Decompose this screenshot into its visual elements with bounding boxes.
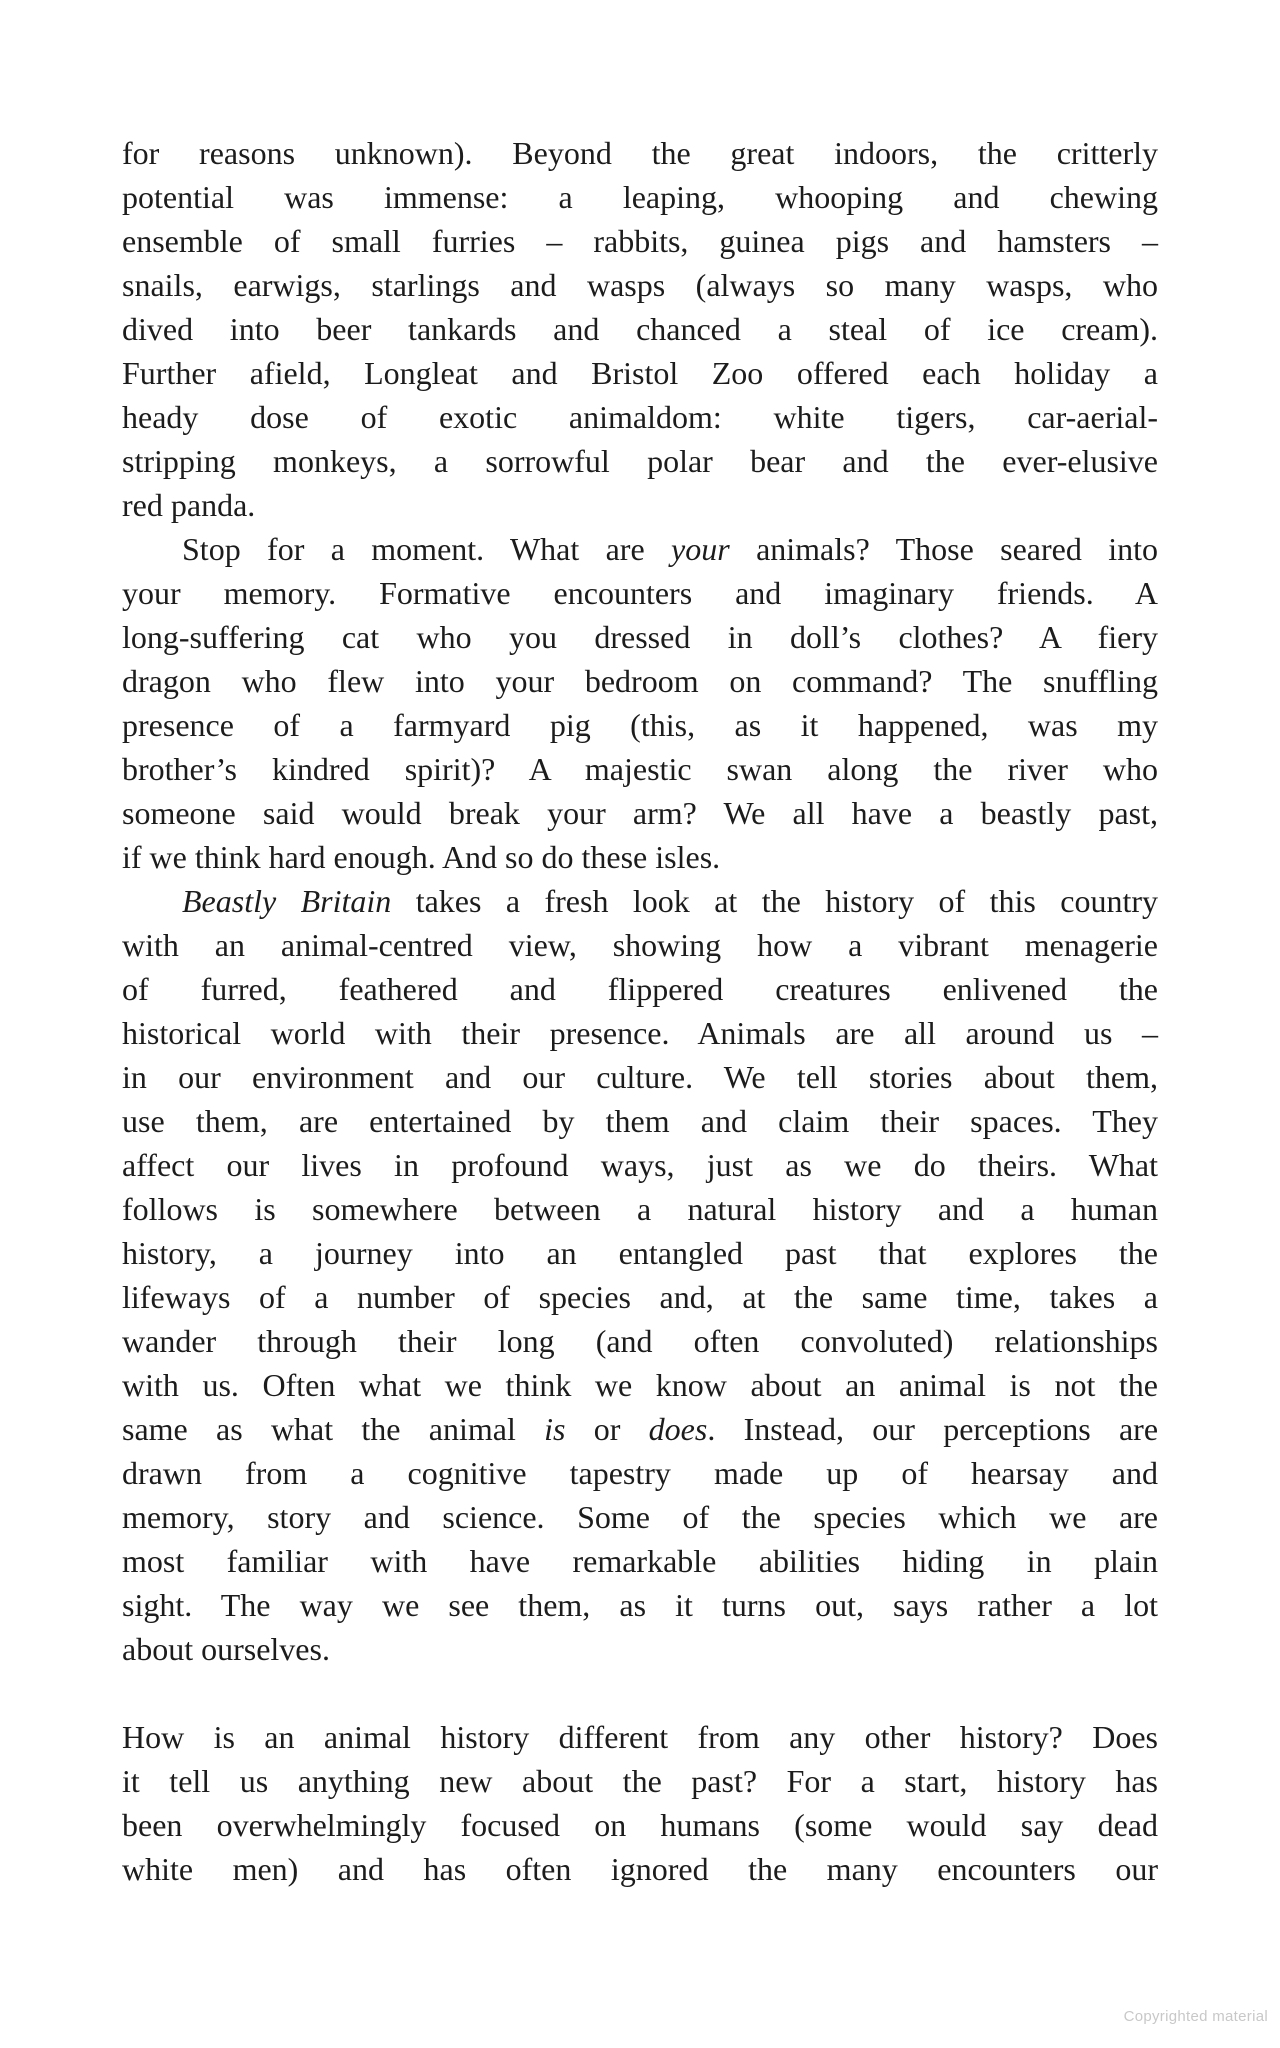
body-text: long-suffering cat who you dressed in doll’s clothes? A fiery <box>122 619 1158 655</box>
text-line <box>122 1099 1158 1143</box>
copyright-watermark: Copyrighted material <box>1123 2008 1268 2025</box>
body-text: How is an animal history different from any other history? Does <box>122 1719 1158 1755</box>
body-text: for reasons unknown). Beyond the great indoors, the critterly <box>122 135 1158 171</box>
paragraph <box>122 131 1158 527</box>
italic-text: Beastly Britain <box>182 883 392 919</box>
body-text: historical world with their presence. Animals are all around us – <box>122 1015 1158 1051</box>
body-text: red panda. <box>122 487 256 523</box>
text-line <box>122 791 1158 835</box>
text-line <box>122 307 1158 351</box>
text-line <box>122 1627 1158 1671</box>
body-text: ensemble of small furries – rabbits, guinea pigs and hamsters – <box>122 223 1158 259</box>
text-line <box>122 1187 1158 1231</box>
text-line <box>122 1539 1158 1583</box>
body-text: same as what the animal <box>122 1411 545 1447</box>
text-line <box>122 263 1158 307</box>
body-text: follows is somewhere between a natural history and a human <box>122 1191 1158 1227</box>
text-line <box>122 1407 1158 1451</box>
text-line <box>122 1275 1158 1319</box>
body-text: drawn from a cognitive tapestry made up of hearsay and <box>122 1455 1158 1491</box>
body-text: presence of a farmyard pig (this, as it happened, was my <box>122 707 1158 743</box>
paragraph <box>122 527 1158 879</box>
body-text: takes a fresh look at the history of this country <box>391 883 1159 919</box>
body-text: sight. The way we see them, as it turns out, says rather a lot <box>122 1587 1158 1623</box>
body-text: been overwhelmingly focused on humans (some would say dead <box>122 1807 1158 1843</box>
body-text: stripping monkeys, a sorrowful polar bear and the ever-elusive <box>122 443 1158 479</box>
text-line <box>122 483 1158 527</box>
body-text: Stop for a moment. What are <box>182 531 672 567</box>
body-text: history, a journey into an entangled past that explores the <box>122 1235 1158 1271</box>
text-line <box>122 1715 1158 1759</box>
text-line <box>122 1759 1158 1803</box>
italic-text: does <box>648 1411 708 1447</box>
body-text: animals? Those seared into <box>729 531 1159 567</box>
text-line <box>122 923 1158 967</box>
text-line <box>122 395 1158 439</box>
text-line <box>122 1451 1158 1495</box>
body-text: with us. Often what we think we know about an animal is not the <box>122 1367 1158 1403</box>
text-line <box>122 1847 1158 1891</box>
body-text: . Instead, our perceptions are <box>707 1411 1159 1447</box>
text-line <box>122 835 1158 879</box>
text-line <box>122 219 1158 263</box>
body-text: white men) and has often ignored the many encounters our <box>122 1851 1158 1887</box>
body-text: brother’s kindred spirit)? A majestic swan along the river who <box>122 751 1158 787</box>
body-text: of furred, feathered and flippered creatures enlivened the <box>122 971 1158 1007</box>
text-line <box>122 439 1158 483</box>
text-line <box>122 351 1158 395</box>
text-line <box>122 1363 1158 1407</box>
body-text: dragon who flew into your bedroom on command? The snuffling <box>122 663 1158 699</box>
text-line <box>122 879 1158 923</box>
body-text: heady dose of exotic animaldom: white tigers, car-aerial- <box>122 399 1158 435</box>
body-text: memory, story and science. Some of the species which we are <box>122 1499 1158 1535</box>
body-text: your memory. Formative encounters and imaginary friends. A <box>122 575 1158 611</box>
text-line <box>122 1319 1158 1363</box>
body-text: snails, earwigs, starlings and wasps (always so many wasps, who <box>122 267 1158 303</box>
text-line <box>122 1011 1158 1055</box>
text-line <box>122 659 1158 703</box>
body-text: use them, are entertained by them and claim their spaces. They <box>122 1103 1158 1139</box>
text-line <box>122 1055 1158 1099</box>
text-line <box>122 1495 1158 1539</box>
paragraph <box>122 879 1158 1671</box>
text-line <box>122 615 1158 659</box>
body-text: it tell us anything new about the past? For a start, history has <box>122 1763 1158 1799</box>
body-text: if we think hard enough. And so do these isles. <box>122 839 721 875</box>
body-text: dived into beer tankards and chanced a steal of ice cream). <box>122 311 1158 347</box>
text-line <box>122 175 1158 219</box>
body-text: wander through their long (and often convoluted) relationships <box>122 1323 1158 1359</box>
text-line <box>122 967 1158 1011</box>
text-line <box>122 1143 1158 1187</box>
body-text: lifeways of a number of species and, at the same time, takes a <box>122 1279 1158 1315</box>
text-line <box>122 131 1158 175</box>
text-line <box>122 1583 1158 1627</box>
italic-text: your <box>671 531 730 567</box>
text-line <box>122 1231 1158 1275</box>
text-line <box>122 747 1158 791</box>
body-text: affect our lives in profound ways, just as we do theirs. What <box>122 1147 1158 1183</box>
body-text: with an animal-centred view, showing how a vibrant menagerie <box>122 927 1158 963</box>
body-text: about ourselves. <box>122 1631 330 1667</box>
body-text: or <box>565 1411 649 1447</box>
text-line <box>122 703 1158 747</box>
paragraph <box>122 1715 1158 1891</box>
italic-text: is <box>544 1411 566 1447</box>
body-text: most familiar with have remarkable abilities hiding in plain <box>122 1543 1158 1579</box>
text-block <box>122 131 1158 1891</box>
body-text: Further afield, Longleat and Bristol Zoo offered each holiday a <box>122 355 1158 391</box>
body-text: potential was immense: a leaping, whooping and chewing <box>122 179 1158 215</box>
text-line <box>122 571 1158 615</box>
body-text: in our environment and our culture. We tell stories about them, <box>122 1059 1158 1095</box>
text-line <box>122 527 1158 571</box>
text-line <box>122 1803 1158 1847</box>
body-text: someone said would break your arm? We all have a beastly past, <box>122 795 1158 831</box>
